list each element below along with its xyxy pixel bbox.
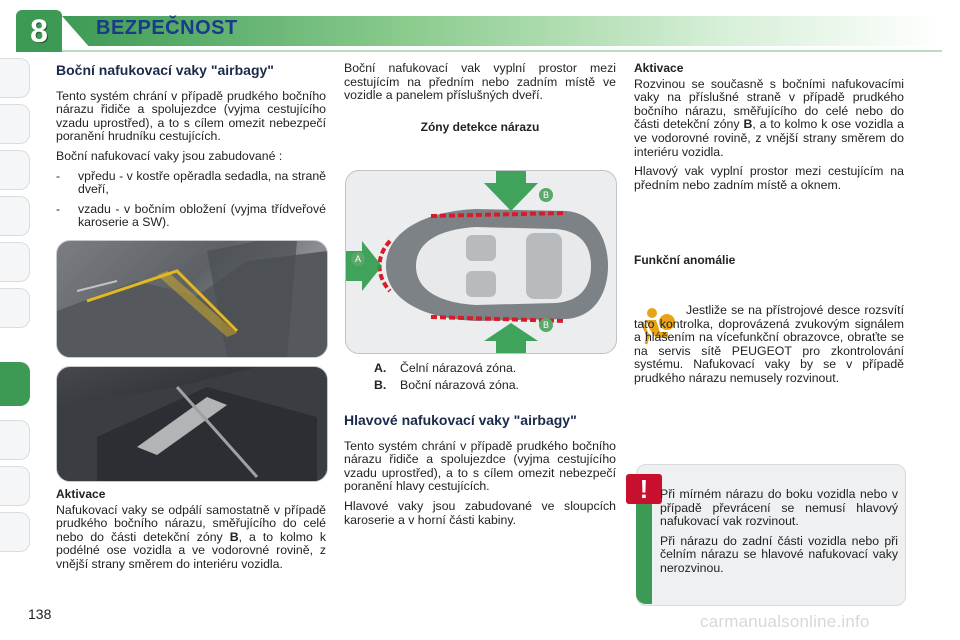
curtain-airbags-intro: Tento systém chrání v případě prudkého bočního nárazu řidiče a spolujezdce (vyjma cestujícího vzadu uprostřed), a to s cílem omezit nebezpečí poranění hlavy cestujících. [344, 438, 616, 494]
side-activation-heading: Aktivace [56, 487, 106, 501]
curtain-airbags-heading: Hlavové nafukovací vaky "airbagy" [344, 412, 577, 428]
rear-side-airbag-photo [56, 366, 328, 482]
list-item: - vzadu - v bočním obložení (vyjma třídveřové karoserie a SW). [56, 201, 326, 230]
curtain-activation-text: Rozvinou se současně s bočními nafukovacími vaky na příslušné straně v případě prudkého bočního nárazu, směřujícího do celé nebo do části detekční zóny B, a to kolmo k ose vozidla a ve vodorovné rovině, z vnější strany směrem do interiéru vozidla. [634, 76, 904, 159]
chapter-tab-2[interactable] [0, 104, 30, 144]
chapter-index-tabs [0, 58, 30, 588]
warning-text-2: Při nárazu do zadní části vozidla nebo při čelním nárazu se hlavové nafukovací vaky nerozvinou. [660, 533, 898, 575]
column-1 [56, 64, 326, 236]
chapter-tab-11[interactable] [0, 512, 30, 552]
legend-item-b: B. Boční nárazová zóna. [374, 377, 519, 392]
chapter-tab-6[interactable] [0, 288, 30, 328]
curtain-fill-text: Hlavový vak vyplní prostor mezi cestujícím na předním nebo zadním místě a oknem. [634, 164, 904, 192]
side-airbags-location-lead: Boční nafukovací vaky jsou zabudované : [56, 148, 283, 163]
side-airbags-intro: Tento systém chrání v případě prudkého bočního nárazu řidiče a spolujezdce (vyjma cestujícího vzadu uprostřed), a to s cílem omezit nebezpečí poranění hrudníku cestujících. [56, 88, 326, 144]
curtain-activation-heading: Aktivace [634, 61, 684, 75]
chapter-number-badge: 8 [16, 10, 62, 52]
chapter-tab-4[interactable] [0, 196, 30, 236]
fault-text: Jestliže se na přístrojové desce rozsvítí tato kontrolka, doprovázená zvukovým signálem a hlášením na vícefunkční obrazovce, obraťte se na servis sítě PEUGEOT pro zkontrolování systému. Nafukovací vaky by se v případě prudkého nárazu nemusely rozvinout. [634, 303, 904, 385]
zone-label-a: A [354, 254, 362, 264]
fault-text-block [634, 304, 904, 392]
column-1-lower [56, 488, 326, 578]
front-seat-airbag-photo [56, 240, 328, 358]
fault-heading: Funkční anomálie [634, 253, 736, 268]
chapter-tab-9[interactable] [0, 420, 30, 460]
page-number: 138 [28, 606, 52, 622]
zone-label-b-bottom: B [542, 320, 550, 330]
column-3 [634, 62, 904, 270]
watermark: carmanualsonline.info [700, 612, 870, 631]
column-2 [344, 62, 616, 134]
chapter-tab-1[interactable] [0, 58, 30, 98]
curtain-airbags-location: Hlavové vaky jsou zabudované ve sloupcích karoserie a v horní části kabiny. [344, 498, 616, 527]
warning-text [660, 488, 898, 582]
warning-accent-bar [636, 488, 652, 604]
chapter-tab-8-active[interactable] [0, 362, 30, 406]
legend-item-a: A. Čelní nárazová zóna. [374, 361, 517, 375]
warning-text-1: Při mírném nárazu do boku vozidla nebo v případě převrácení se nemusí hlavový nafukovací vak rozvinout. [660, 487, 898, 529]
side-activation-text: Nafukovací vaky se odpálí samostatně v případě prudkého bočního nárazu, směřujícího do celé nebo do části detekční zóny B, a to kolmo k podélné ose vozidla a ve vodorovné rovině, z vnější strany směrem do interiéru vozidla. [56, 502, 326, 571]
impact-zones-diagram [345, 170, 617, 354]
chapter-tab-3[interactable] [0, 150, 30, 190]
chapter-tab-10[interactable] [0, 466, 30, 506]
zones-legend [374, 362, 616, 395]
zone-label-b-top: B [542, 190, 550, 200]
list-item: - vpředu - v kostře opěradla sedadla, na straně dveří, [56, 168, 326, 197]
header-rule [62, 50, 942, 52]
side-airbag-fill-text: Boční nafukovací vak vyplní prostor mezi cestujícím na předním nebo zadním místě ve vozidle a panelem příslušných dveří. [344, 61, 616, 103]
impact-zones-heading: Zóny detekce nárazu [420, 119, 540, 134]
page-title: BEZPEČNOST [96, 17, 238, 39]
column-2-lower [344, 414, 616, 533]
warning-exclamation-icon: ! [626, 474, 662, 504]
side-airbags-heading: Boční nafukovací vaky "airbagy" [56, 62, 274, 78]
chapter-tab-5[interactable] [0, 242, 30, 282]
